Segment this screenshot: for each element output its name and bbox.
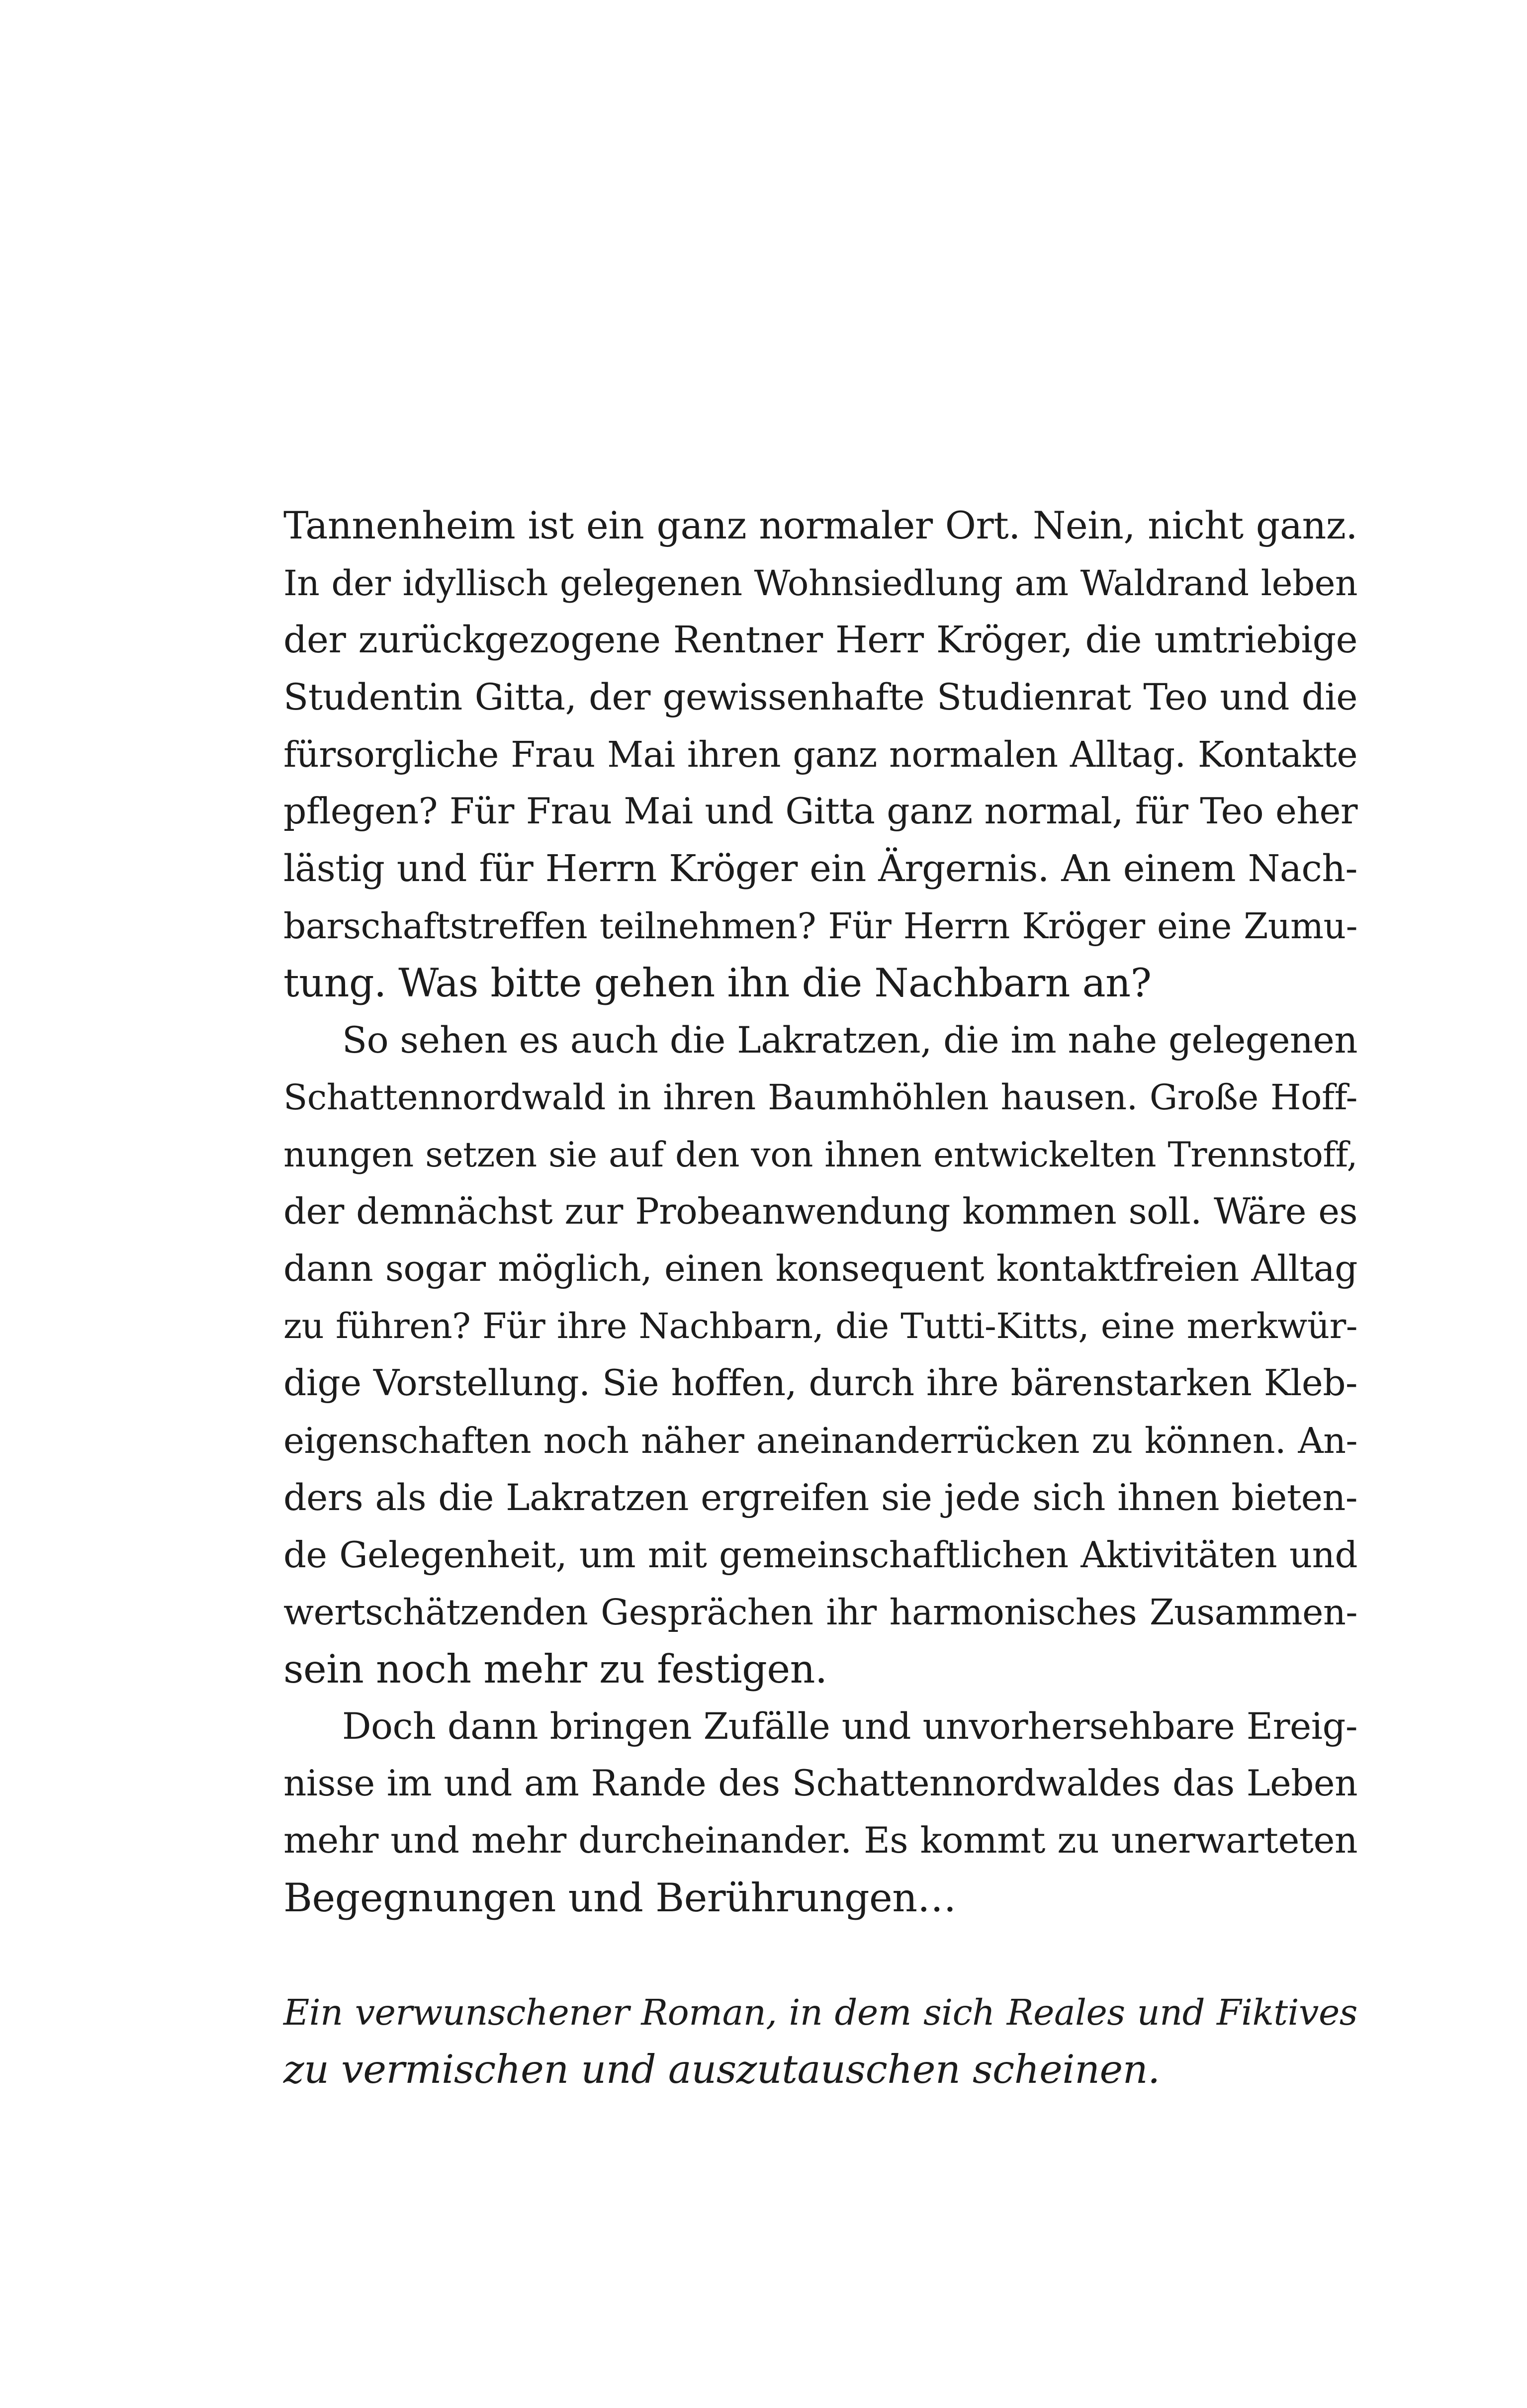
text-line: barschaftstreffen teilnehmen? Für Herrn Kröger eine Zumu- (283, 905, 1357, 947)
text-line: sein noch mehr zu festigen. (283, 1646, 827, 1692)
tagline (283, 1984, 1357, 2098)
text-line: lästig und für Herrn Kröger ein Ärgernis. An einem Nach- (283, 847, 1357, 890)
text-line: nungen setzen sie auf den von ihnen entwickelten Trennstoff, (283, 1135, 1357, 1175)
text-line: wertschätzenden Gesprächen ihr harmonisches Zusammen- (283, 1592, 1357, 1633)
paragraph-3 (283, 1698, 1357, 1927)
text-line: dann sogar möglich, einen konsequent kontaktfreien Alltag (283, 1248, 1357, 1290)
text-line: Doch dann bringen Zufälle und unvorhersehbare Ereig- (342, 1705, 1357, 1748)
text-line: fürsorgliche Frau Mai ihren ganz normalen Alltag. Kontakte (283, 734, 1357, 775)
text-line: mehr und mehr durcheinander. Es kommt zu unerwarteten (283, 1820, 1357, 1862)
tagline-line: Ein verwunschener Roman, in dem sich Reales und Fiktives (283, 1992, 1357, 2033)
description-text (283, 497, 1357, 2098)
text-line: dige Vorstellung. Sie hoffen, durch ihre bärenstarken Kleb- (283, 1362, 1357, 1404)
text-line: zu führen? Für ihre Nachbarn, die Tutti-Kitts, eine merkwür- (283, 1306, 1357, 1346)
paragraph-1 (283, 497, 1357, 1012)
text-line: nisse im und am Rande des Schattennordwaldes das Leben (283, 1763, 1357, 1804)
text-line: eigenschaften noch näher aneinanderrücken zu können. An- (283, 1420, 1357, 1461)
text-line: ders als die Lakratzen ergreifen sie jede sich ihnen bieten- (283, 1477, 1357, 1519)
text-line: pflegen? Für Frau Mai und Gitta ganz normal, für Teo eher (283, 791, 1357, 832)
text-line: der zurückgezogene Rentner Herr Kröger, die umtriebige (283, 619, 1357, 661)
tagline-line: zu vermischen und auszutauschen scheinen. (283, 2047, 1160, 2092)
text-line: Studentin Gitta, der gewissenhafte Studienrat Teo und die (283, 676, 1357, 718)
text-line: Schattennordwald in ihren Baumhöhlen hausen. Große Hoff- (283, 1077, 1357, 1118)
text-line: In der idyllisch gelegenen Wohnsiedlung am Waldrand leben (283, 562, 1357, 604)
text-line: de Gelegenheit, um mit gemeinschaftlichen Aktivitäten und (283, 1534, 1357, 1576)
paragraph-2 (283, 1012, 1357, 1698)
text-line: So sehen es auch die Lakratzen, die im nahe gelegenen (342, 1019, 1357, 1062)
text-line: tung. Was bitte gehen ihn die Nachbarn an? (283, 960, 1152, 1006)
text-line: der demnächst zur Probeanwendung kommen soll. Wäre es (283, 1191, 1357, 1233)
text-line: Begegnungen und Berührungen… (283, 1875, 957, 1921)
text-line: Tannenheim ist ein ganz normaler Ort. Nein, nicht ganz. (283, 504, 1357, 547)
